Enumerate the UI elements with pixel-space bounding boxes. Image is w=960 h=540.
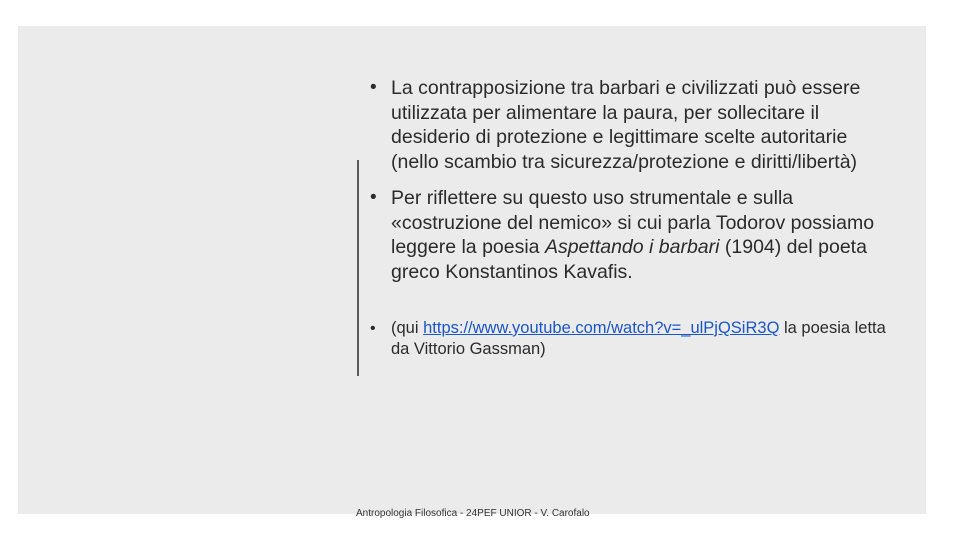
slide-footer: Antropologia Filosofica - 24PEF UNIOR - V. Carofalo: [356, 508, 590, 519]
vertical-divider: [357, 160, 359, 376]
bullet-text: (1904) del poeta greco Konstantinos Kavafis.: [391, 236, 867, 283]
bullet-dot: •: [370, 187, 377, 208]
bullet-item-3: [368, 318, 888, 360]
bullet-item-2: [368, 186, 888, 284]
bullet-text: Per riflettere su questo uso strumentale e sulla «costruzione del nemico» si cui parla Todorov possiamo leggere la poesia: [391, 187, 875, 258]
bullet-text: la poesia letta da Vittorio Gassman): [391, 319, 886, 358]
bullet-item-1: [368, 76, 888, 174]
bullet-text: (qui: [391, 319, 424, 337]
bullet-dot: •: [370, 77, 377, 98]
bullet-text: La contrapposizione tra barbari e civilizzati può essere utilizzata per alimentare la paura, per sollecitare il desiderio di protezione e legittimare scelte autoritarie (nello scambio tra sicurezza/protezione e diritti/libertà): [391, 77, 861, 173]
bullet-list: [368, 76, 888, 360]
bullet-dot: •: [370, 320, 376, 337]
poem-title: Aspettando i barbari: [544, 236, 720, 258]
youtube-link[interactable]: https://www.youtube.com/watch?v=_ulPjQSiR3Q: [423, 319, 780, 337]
